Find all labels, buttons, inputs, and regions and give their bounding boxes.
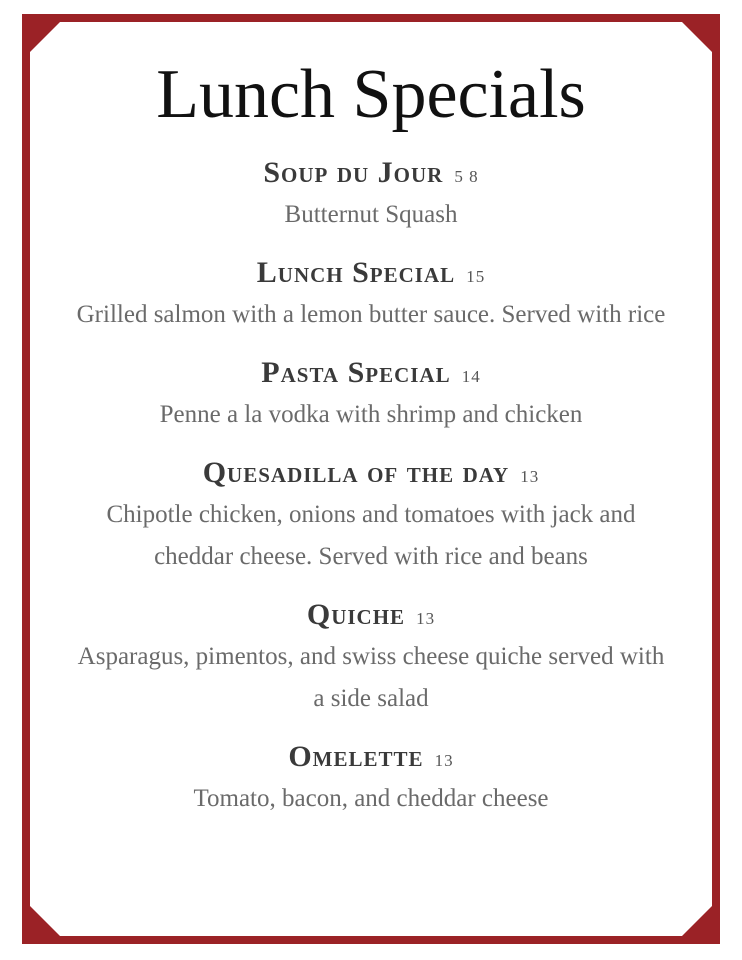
menu-item-name: Pasta Special [261,356,451,389]
menu-item-header [30,256,712,294]
menu-item-name: Quiche [306,598,406,631]
menu-item-name: Lunch Special [256,256,456,289]
menu-title: Lunch Specials [156,56,586,133]
menu-item-description: Tomato, bacon, and cheddar cheese [193,785,549,812]
menu-item-quesadilla [30,456,712,578]
menu-item-soup [30,156,712,236]
menu-item-price: 15 [466,267,486,286]
menu-item-header [30,456,712,494]
menu-item-price: 5 8 [454,167,479,186]
menu-item-pasta-special [30,356,712,436]
menu-item-price: 13 [416,609,436,628]
menu-content [30,22,712,840]
menu-item-description: Chipotle chicken, onions and tomatoes with jack and cheddar cheese. Served with rice and beans [106,501,636,570]
menu-item-header [30,598,712,636]
menu-item-header [30,356,712,394]
menu-item-price: 14 [461,367,481,386]
menu-item-description: Butternut Squash [284,201,458,228]
menu-item-name: Quesadilla of the day [202,456,510,489]
menu-item-price: 13 [520,467,540,486]
frame-corner-bottom-left [30,906,60,936]
menu-item-quiche [30,598,712,720]
menu-item-description: Penne a la vodka with shrimp and chicken [159,401,583,428]
menu-item-header [30,156,712,194]
menu-item-description: Grilled salmon with a lemon butter sauce. Served with rice [76,301,666,328]
menu-item-header [30,740,712,778]
menu-item-omelette [30,740,712,820]
menu-item-name: Omelette [288,740,424,773]
menu-item-price: 13 [434,751,454,770]
menu-item-lunch-special [30,256,712,336]
menu-item-description: Asparagus, pimentos, and swiss cheese quiche served with a side salad [77,643,665,712]
menu-item-name: Soup du Jour [263,156,444,189]
frame-corner-bottom-right [682,906,712,936]
